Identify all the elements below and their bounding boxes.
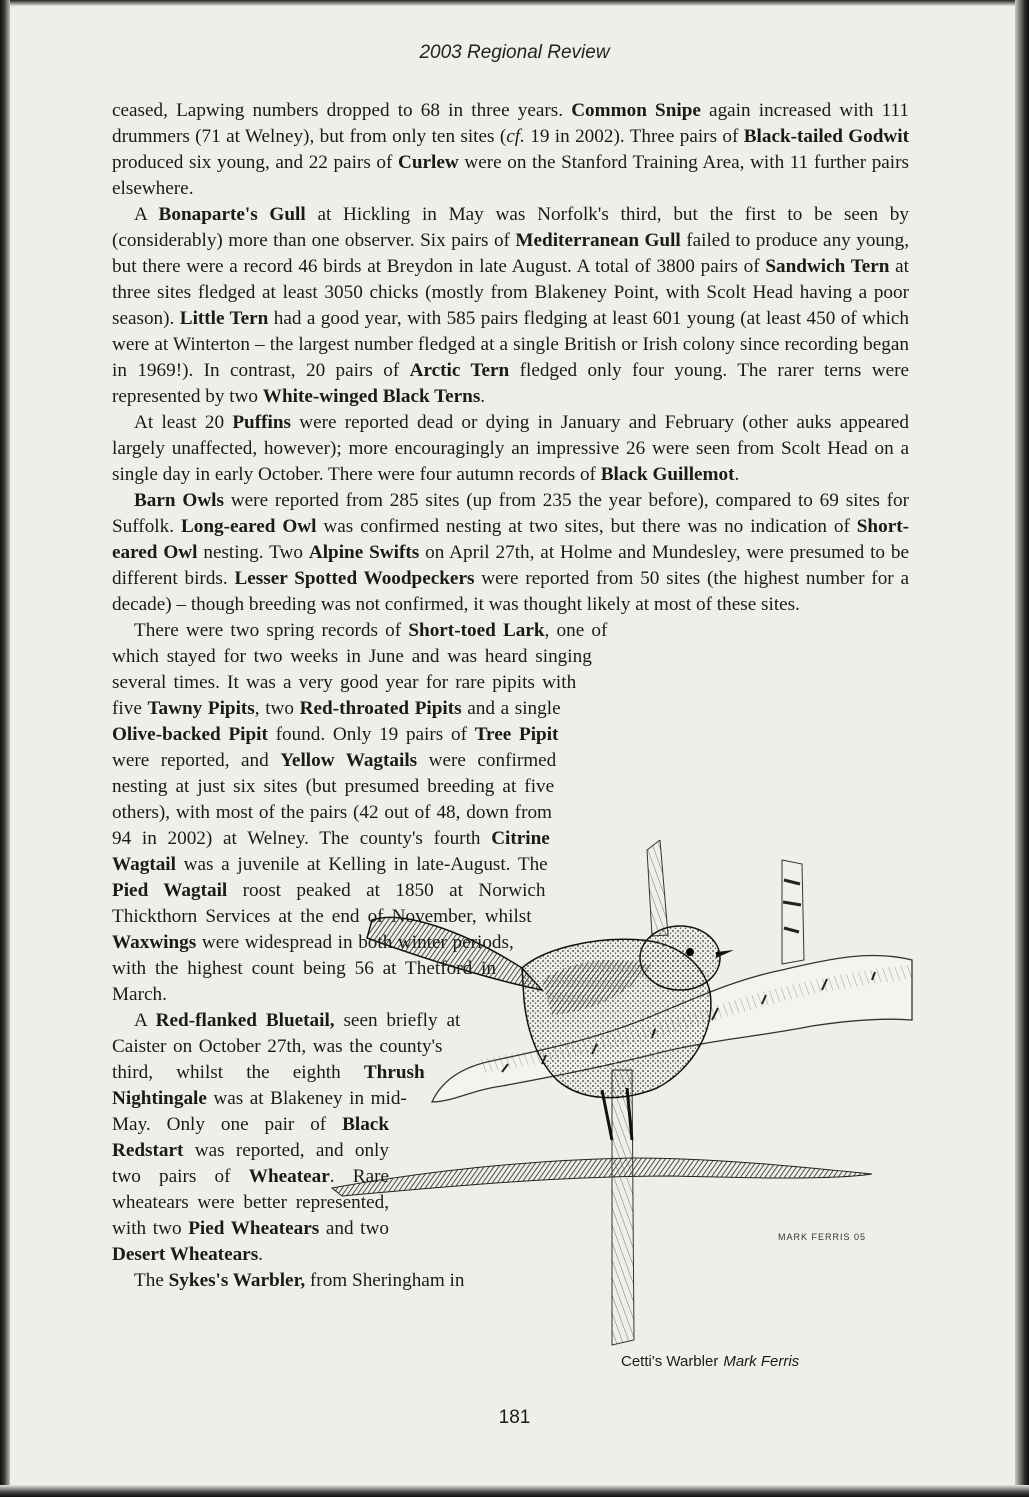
paragraph-5: There were two spring records of Short-toed Lark, one of which stayed for two weeks in June and was heard singing several times. It was a very good year for rare pipits with five Tawny Pipits, two Red-throated Pipits and a single Olive-backed Pipit found. Only 19 pairs of Tree Pipit were reported, and Yellow Wagtails were confirmed nesting at just six sites (but presumed breeding at five others), with most of the pairs (42 out of 48, down from 94 in 2002) at Welney. The county's fourth Citrine Wagtail was a juvenile at Kelling in late-August. The Pied Wagtail roost peaked at 1850 at Norwich Thickthorn Services at the end of November, whilst Waxwings were widespread in both winter periods, with the highest count being 56 at Thetford in March. (112, 620, 608, 1005)
paragraph-2: A Bonaparte's Gull at Hickling in May was Norfolk's third, but the first to be seen by (considerably) more than one observer. Six pairs of Mediterranean Gull failed to produce any young, but there were a record 46 birds at Breydon in late August. A total of 3800 pairs of Sandwich Tern at three sites fledged at least 3050 chicks (mostly from Blakeney Point, with Scolt Head having a poor season). Little Tern had a good year, with 585 pairs fledging at least 601 young (at least 450 of which were at Winterton – the largest number fledged at a single British or Irish colony since recording began in 1969!). In contrast, 20 pairs of Arctic Tern fledged only four young. The rarer terns were represented by two White-winged Black Terns. (112, 204, 910, 407)
running-head: 2003 Regional Review (419, 42, 610, 63)
page-bottom-edge (0, 1485, 1029, 1497)
page-number: 181 (498, 1407, 531, 1428)
paragraph-7: The Sykes's Warbler, from Sheringham in (134, 1270, 465, 1291)
caption-credit: Mark Ferris (723, 1353, 800, 1370)
paragraph-4: Barn Owls were reported from 285 sites (up from 235 the year before), compared to 69 sites for Suffolk. Long-eared Owl was confirmed nesting at two sites, but there was no indication of Short-eared Owl nesting. Two Alpine Swifts on April 27th, at Holme and Mundesley, were presumed to be different birds. Lesser Spotted Woodpeckers were reported from 50 sites (the highest number for a decade) – though breeding was not confirmed, it was thought likely at most of these sites. (112, 490, 909, 615)
page-right-edge (1015, 0, 1029, 1497)
article-body (112, 98, 909, 1294)
paragraph-3: At least 20 Puffins were reported dead or dying in January and February (other auks appeared largely unaffected, however); more encouragingly an impressive 26 were seen from Scolt Head on a single day in early October. There were four autumn records of Black Guillemot. (112, 412, 909, 485)
figure-caption (621, 1353, 799, 1370)
paragraph-1: ceased, Lapwing numbers dropped to 68 in three years. Common Snipe again increased with 111 drummers (71 at Welney), but from only ten sites (cf. 19 in 2002). Three pairs of Black-tailed Godwit produced six young, and 22 pairs of Curlew were on the Stanford Training Area, with 11 further pairs elsewhere. (112, 100, 909, 199)
page-binding-edge (0, 0, 10, 1497)
caption-species: Cetti's Warbler (621, 1353, 719, 1370)
artist-signature: MARK FERRIS 05 (778, 1232, 867, 1242)
paragraph-6: A Red-flanked Bluetail, seen briefly at Caister on October 27th, was the county's third, whilst the eighth Thrush Nightingale was at Blakeney in mid-May. Only one pair of Black Redstart was reported, and only two pairs of Wheatear. Rare wheatears were better represented, with two Pied Wheatears and two Desert Wheatears. (112, 1010, 461, 1265)
page-top-edge (0, 0, 1029, 6)
